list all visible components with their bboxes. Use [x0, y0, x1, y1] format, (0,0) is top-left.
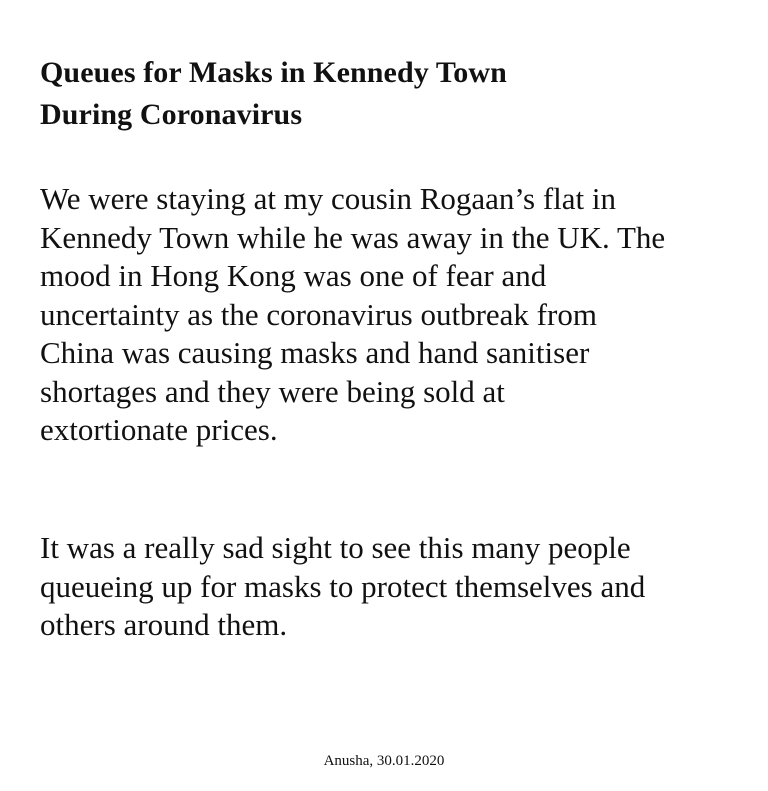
- paragraph-1-line-7: extortionate prices.: [40, 412, 278, 447]
- paragraph-2-line-3: others around them.: [40, 607, 288, 642]
- paragraph-1-line-6: shortages and they were being sold at: [40, 373, 505, 409]
- page-title: [40, 52, 720, 136]
- body-paragraph-2: [40, 529, 740, 645]
- paragraph-1-line-2: Kennedy Town while he was away in the UK. The: [40, 219, 666, 255]
- paragraph-1-line-1: We were staying at my cousin Rogaan’s flat in: [40, 181, 617, 216]
- paragraph-1-line-3: mood in Hong Kong was one of fear and: [40, 258, 547, 293]
- signature: Anusha, 30.01.2020: [323, 753, 445, 769]
- paragraph-1-line-4: uncertainty as the coronavirus outbreak from: [40, 296, 597, 332]
- title-line-1: Queues for Masks in Kennedy Town: [40, 56, 507, 89]
- paragraph-1-line-5: China was causing masks and hand sanitiser: [40, 335, 590, 370]
- title-line-2: During Coronavirus: [40, 98, 303, 131]
- body-paragraph-1: [40, 180, 740, 450]
- paragraph-2-line-2: queueing up for masks to protect themselves and: [40, 568, 646, 604]
- paragraph-2-line-1: It was a really sad sight to see this many people: [40, 530, 631, 565]
